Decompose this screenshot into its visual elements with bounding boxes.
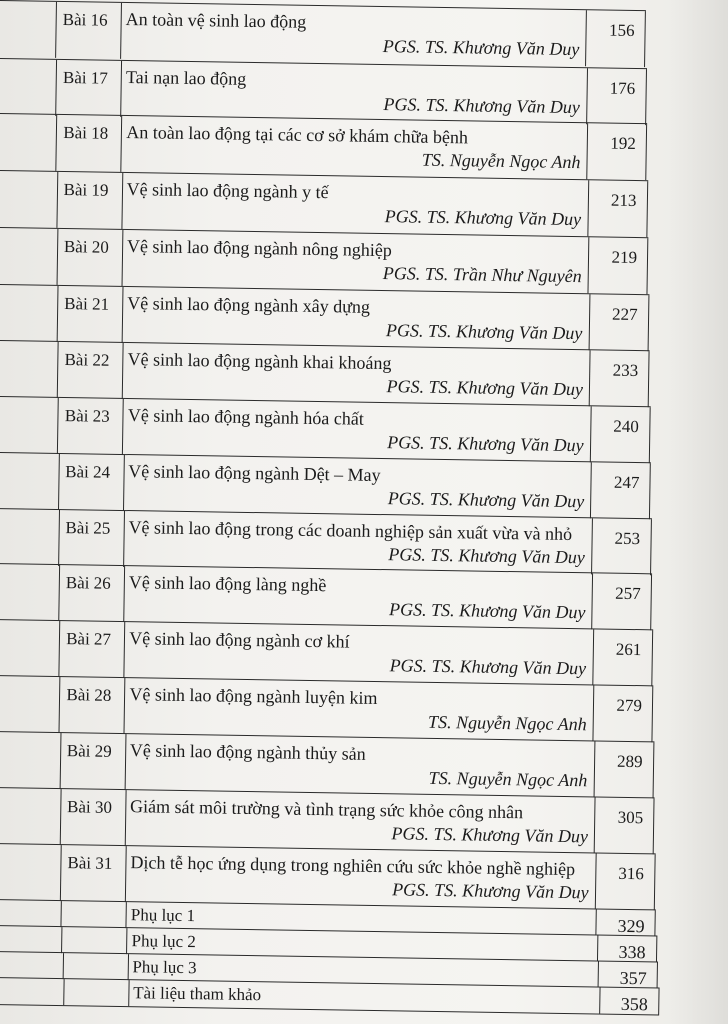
lesson-number-cell [60,789,127,846]
lesson-number: Bài 27 [66,629,112,649]
lesson-author: PGS. TS. Khương Văn Duy [386,376,584,400]
lesson-number-cell [56,115,123,172]
lesson-author: TS. Nguyễn Ngọc Anh [428,767,588,791]
title-cell [122,511,592,574]
page-number: 247 [613,472,640,493]
lesson-title: Vệ sinh lao động ngành Dệt – May [128,461,381,486]
lesson-author: PGS. TS. Khương Văn Duy [392,879,589,903]
lesson-author: TS. Nguyễn Ngọc Anh [427,711,587,735]
lesson-title: Giám sát môi trường và tình trạng sức khỏe công nhân [129,796,524,823]
page-number: 279 [616,695,643,716]
lesson-number: Bài 24 [65,462,111,482]
lesson-number: Bài 26 [65,573,111,593]
lesson-number: Bài 20 [63,237,109,257]
page-number: 338 [618,941,646,963]
page-number: 305 [617,807,644,828]
title-cell [121,343,590,406]
page-number: 240 [613,416,640,437]
lesson-number-cell [61,927,127,954]
lesson-number: Bài 28 [66,685,112,705]
lesson-title: Vệ sinh lao động ngành y tế [126,179,329,203]
lesson-author: PGS. TS. Trần Như Nguyên [382,263,582,287]
page-number-cell [591,518,652,575]
appendix-title: Phụ lục 1 [130,905,196,926]
lesson-author: PGS. TS. Khương Văn Duy [384,206,582,230]
lesson-number: Bài 25 [65,518,111,538]
lesson-number: Bài 29 [66,741,112,761]
page-number-cell [585,10,646,67]
lesson-author: PGS. TS. Khương Văn Duy [389,655,587,679]
lesson-title: An toàn lao động tại các cơ sở khám chữa bệnh [126,122,469,148]
lesson-number-cell [59,733,126,790]
page-number: 257 [615,583,641,604]
title-cell [122,566,592,629]
page-number-cell [586,68,647,125]
appendix-title: Tài liệu tham khảo [133,983,262,1005]
lesson-number-cell [57,398,124,455]
page-number-cell [590,462,651,519]
lesson-number-cell [58,510,125,567]
appendix-title: Phụ lục 3 [132,957,197,978]
page-number: 329 [617,915,645,937]
page-number: 289 [616,751,643,772]
title-cell [127,980,599,1013]
page-number-cell [594,853,655,910]
lesson-title: An toàn vệ sinh lao động [125,8,307,32]
lesson-title: Vệ sinh lao động ngành khai khoáng [127,349,392,374]
lesson-author: PGS. TS. Khương Văn Duy [388,599,586,623]
lesson-number-cell [55,2,122,59]
page-number: 233 [612,360,639,381]
title-cell [121,399,590,462]
lesson-number-cell [61,901,127,928]
lesson-number-cell [62,953,128,980]
lesson-number-cell [59,621,126,678]
lesson-number: Bài 18 [63,123,109,143]
page-number-cell [598,962,658,989]
lesson-number: Bài 19 [63,180,109,200]
lesson-title: Dịch tễ học ứng dụng trong nghiên cứu sức khỏe nghề nghiệp [130,852,576,880]
title-cell [122,455,591,518]
toc-row [0,170,648,237]
page-number: 253 [614,528,641,549]
lesson-author: PGS. TS. Khương Văn Duy [391,823,589,847]
lesson-title: Tai nạn lao động [125,66,247,89]
title-cell [121,287,589,350]
lesson-title: Vệ sinh lao động ngành thủy sản [129,740,366,764]
page-number-cell [595,909,655,936]
lesson-number-cell [57,286,124,343]
page-number-cell [588,294,649,351]
title-cell [120,173,588,236]
title-cell [124,790,595,853]
lesson-number-cell [57,342,124,399]
lesson-number: Bài 22 [64,350,110,370]
page-number-cell [599,988,659,1015]
lesson-number-cell [58,454,125,511]
lesson-author: PGS. TS. Khương Văn Duy [385,320,583,344]
lesson-title: Vệ sinh lao động ngành luyện kim [129,684,378,709]
toc-row [0,227,648,294]
page-number-cell [589,406,650,463]
page-number-cell [591,573,652,630]
page-number-cell [589,350,650,407]
title-cell [123,734,594,797]
lesson-number-cell [59,677,126,734]
lesson-number-cell [56,229,123,286]
page-number-cell [586,123,647,180]
lesson-number-cell [60,845,127,902]
page-number: 213 [610,190,637,211]
lesson-title: Vệ sinh lao động làng nghề [128,572,327,596]
lesson-author: TS. Nguyễn Ngọc Anh [421,149,581,173]
lesson-number-cell [55,60,122,117]
page-number-cell [596,935,656,962]
title-cell [124,846,595,909]
lesson-number: Bài 21 [64,294,110,314]
page-number-cell [592,685,653,742]
appendix-title: Phụ lục 2 [131,931,197,952]
page-number: 357 [619,967,647,989]
toc-row [0,0,646,67]
page-number: 227 [611,304,638,325]
page-number-cell [593,741,654,798]
lesson-number: Bài 16 [62,9,108,30]
lesson-number-cell [63,979,129,1006]
title-cell [120,116,587,179]
lesson-author: PGS. TS. Khương Văn Duy [387,488,585,512]
lesson-title: Vệ sinh lao động ngành xây dựng [127,293,371,317]
title-cell [119,61,586,124]
page-number: 358 [620,993,648,1015]
lesson-number: Bài 23 [64,406,110,426]
lesson-author: PGS. TS. Khương Văn Duy [387,432,584,456]
lesson-title: Vệ sinh lao động trong các doanh nghiệp sản xuất vừa và nhỏ [128,517,573,545]
lesson-number: Bài 31 [67,853,113,873]
page-number: 261 [615,639,642,660]
page-number: 316 [618,863,645,884]
page-number: 176 [609,78,636,98]
page-number: 156 [608,20,635,40]
lesson-title: Vệ sinh lao động ngành hóa chất [127,405,364,429]
title-cell [123,678,593,741]
lesson-number-cell [56,172,123,229]
page-number-cell [587,237,648,294]
title-cell [120,230,588,293]
page-number-cell [592,629,653,686]
lesson-title: Vệ sinh lao động ngành cơ khí [129,628,350,652]
lesson-number-cell [58,565,125,622]
lesson-author: PGS. TS. Khương Văn Duy [382,36,580,60]
page-number: 219 [611,247,638,268]
lesson-number: Bài 30 [66,797,113,817]
title-cell [123,622,593,685]
title-cell [119,3,586,66]
toc-row [0,113,647,180]
page-number-cell [594,797,655,854]
lesson-title: Vệ sinh lao động ngành nông nghiệp [126,236,393,261]
page-number-cell [587,180,648,237]
lesson-author: PGS. TS. Khương Văn Duy [388,544,585,568]
page-number: 192 [610,133,636,154]
lesson-author: PGS. TS. Khương Văn Duy [383,94,581,118]
lesson-number: Bài 17 [62,67,108,88]
